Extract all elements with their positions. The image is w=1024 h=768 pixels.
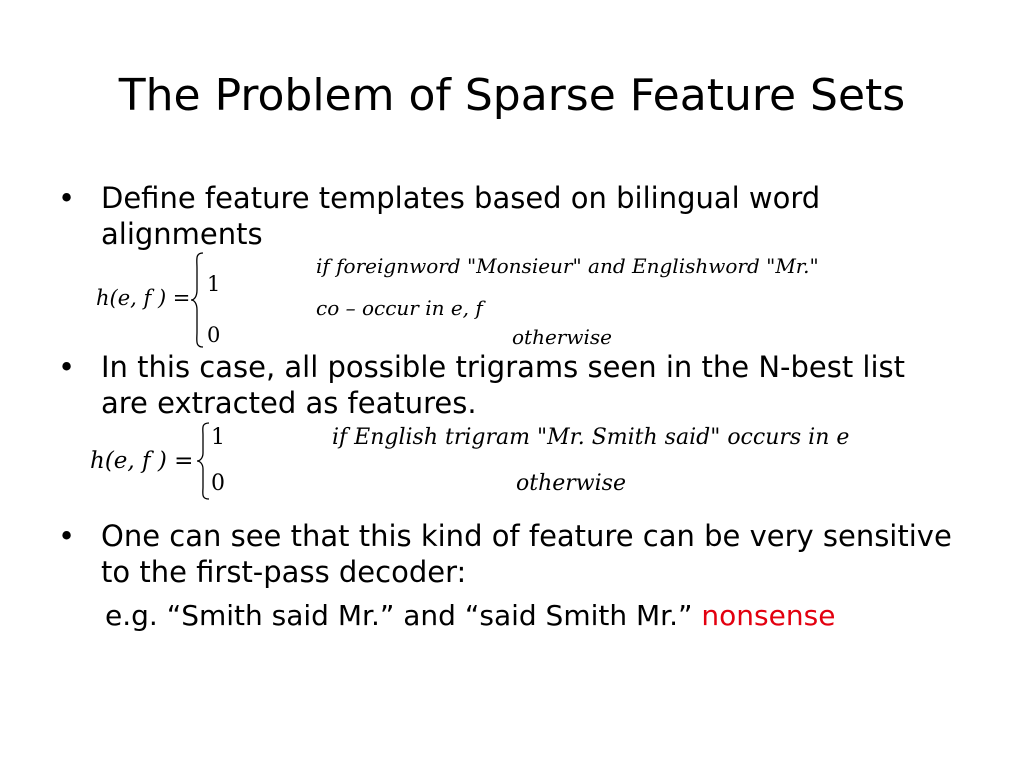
bullet-marker: • <box>58 181 76 215</box>
case-value: 1 <box>207 272 221 296</box>
bullet-text: In this case, all possible trigrams seen in the N-best list are extracted as features. <box>101 350 906 420</box>
equation-lhs: h(e, f ) = <box>96 286 191 310</box>
example-text: e.g. “Smith said Mr.” and “said Smith Mr.” <box>105 599 693 632</box>
case-value: 1 <box>211 425 225 450</box>
case-condition: if foreignword "Monsieur" and Englishword "Mr." <box>316 254 819 278</box>
bullet-text: One can see that this kind of feature can be very sensitive to the first-pass decoder: <box>101 519 952 589</box>
left-brace-icon <box>196 422 210 500</box>
bullet-item <box>58 518 958 590</box>
bullet-item <box>58 349 958 421</box>
left-brace-icon <box>190 252 204 348</box>
slide-title: The Problem of Sparse Feature Sets <box>118 70 906 121</box>
bullet-marker: • <box>58 350 76 384</box>
case-value: 0 <box>207 323 221 347</box>
equation-lhs: h(e, f ) = <box>90 448 194 474</box>
bullet-item <box>58 180 958 252</box>
example-line <box>105 598 835 634</box>
case-condition: otherwise <box>516 471 626 496</box>
case-condition: co – occur in e, f <box>316 296 483 320</box>
case-condition: if English trigram "Mr. Smith said" occurs in e <box>332 425 850 450</box>
case-condition: otherwise <box>512 325 612 349</box>
bullet-text: Define feature templates based on bilingual word alignments <box>101 181 821 251</box>
case-value: 0 <box>211 471 225 496</box>
nonsense-label: nonsense <box>701 599 836 632</box>
bullet-marker: • <box>58 519 76 553</box>
